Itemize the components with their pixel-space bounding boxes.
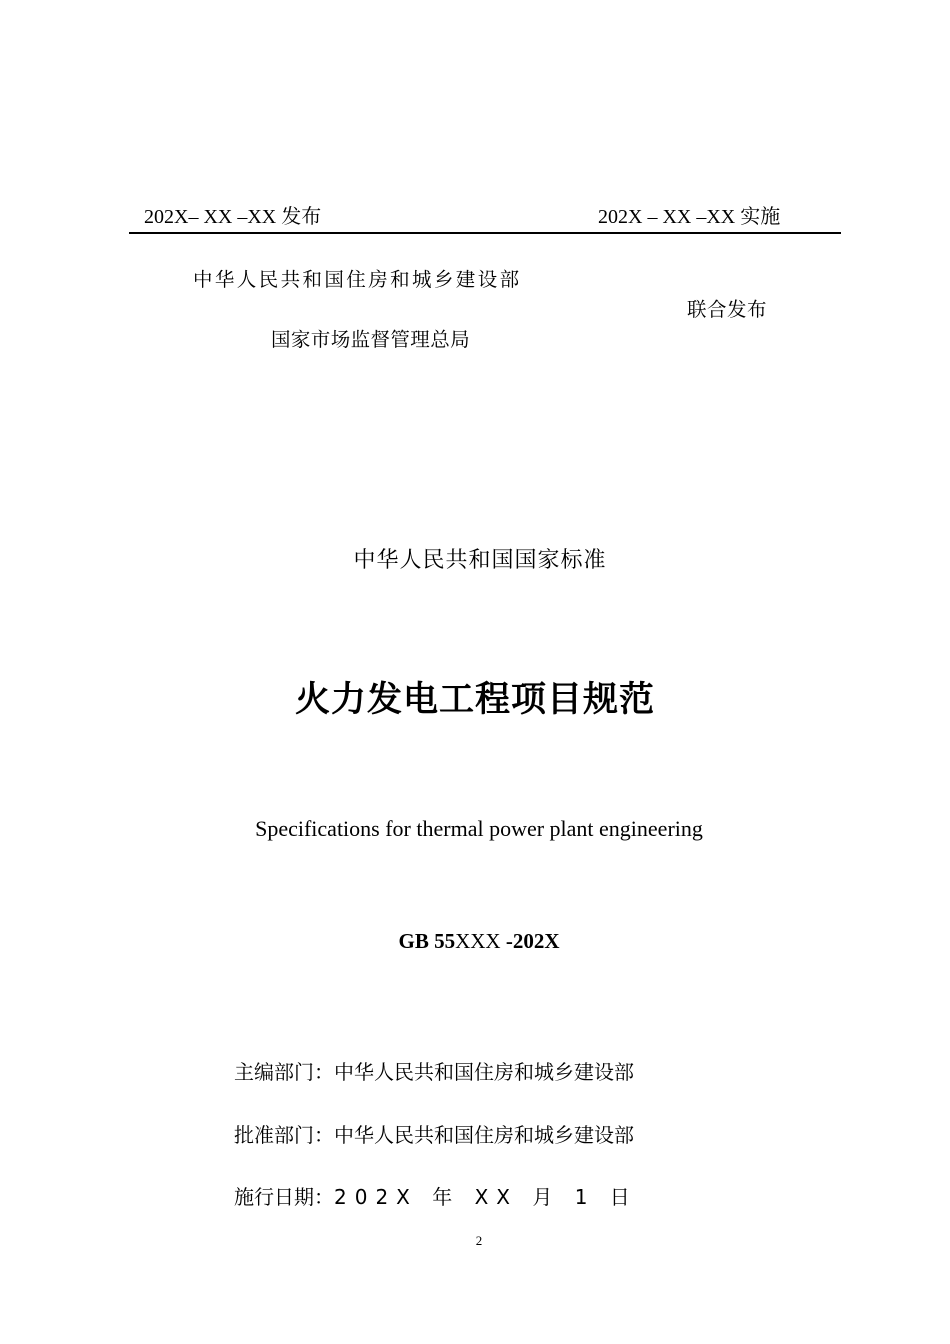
- publish-date: 202X– XX –XX 发布: [144, 206, 322, 228]
- standard-number-prefix: GB 55: [398, 929, 456, 953]
- joint-publish-label: 联合发布: [687, 298, 768, 321]
- effective-date-row: [234, 1181, 638, 1210]
- page-number: 2: [475, 1233, 483, 1248]
- effective-date-label: 施行日期：: [234, 1185, 334, 1209]
- standard-number: [0, 929, 950, 954]
- approver-department-value: 中华人民共和国住房和城乡建设部: [334, 1123, 634, 1147]
- issuer-market-regulation: 国家市场监督管理总局: [271, 328, 471, 351]
- editor-department-label: 主编部门：: [234, 1060, 334, 1084]
- document-title: 火力发电工程项目规范: [294, 680, 655, 720]
- issuer-ministry-housing: 中华人民共和国住房和城乡建设部: [193, 268, 522, 291]
- effective-date-value: 202X 年 XX 月 1 日: [334, 1185, 638, 1209]
- standard-category: 中华人民共和国国家标准: [353, 548, 607, 573]
- editor-department-value: 中华人民共和国住房和城乡建设部: [334, 1060, 634, 1084]
- editor-department-row: [234, 1056, 634, 1085]
- approver-department-row: [234, 1119, 634, 1148]
- standard-number-suffix: -202X: [500, 929, 560, 953]
- header-divider: [129, 232, 841, 234]
- approver-department-label: 批准部门：: [234, 1123, 334, 1147]
- effective-date: 202X – XX –XX 实施: [598, 206, 781, 228]
- document-title-english: Specifications for thermal power plant engineering: [255, 816, 703, 841]
- standard-number-middle: XXX: [455, 929, 501, 953]
